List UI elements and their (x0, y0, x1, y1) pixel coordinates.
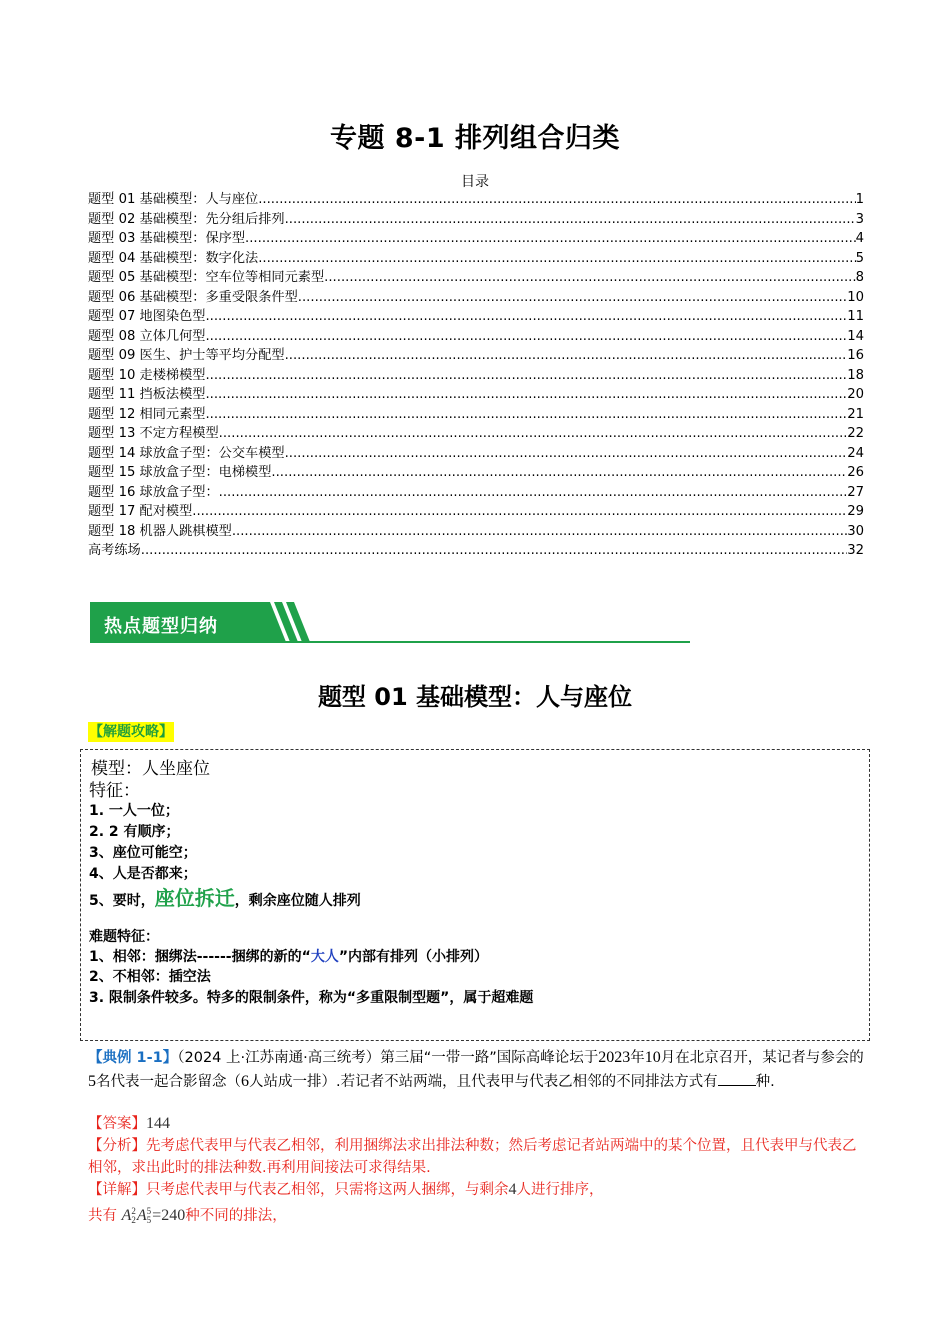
toc-item-label: 题型 18 机器人跳棋模型 (88, 523, 232, 539)
toc-item[interactable] (88, 229, 864, 249)
toc-leader-dots (285, 210, 856, 230)
example-text: 种. (755, 1074, 775, 1090)
feature-5-highlight: 座位拆迁 (154, 886, 235, 910)
example-year: 2023 (598, 1049, 631, 1066)
detail-formula-line (88, 1205, 868, 1227)
banner-label: 热点题型归纳 (104, 616, 218, 637)
hard-heading: 难题特征： (89, 929, 159, 945)
section-title: 题型 01 基础模型：人与座位 (317, 683, 633, 711)
toc-leader-dots (298, 288, 847, 308)
toc-item-label: 题型 04 基础模型：数字化法 (88, 250, 259, 266)
toc-item-label: 题型 03 基础模型：保序型 (88, 231, 246, 246)
toc-item-label: 题型 11 挡板法模型 (88, 387, 206, 402)
detail-line (88, 1179, 868, 1201)
toc-item[interactable] (88, 346, 864, 366)
toc-item-page: 8 (855, 270, 864, 285)
toc-heading: 目录 (461, 174, 489, 190)
toc-item[interactable] (88, 385, 864, 405)
toc-item[interactable] (88, 288, 864, 308)
toc-item[interactable] (88, 327, 864, 347)
toc-leader-dots (232, 522, 847, 542)
toc-item-page: 21 (847, 406, 864, 422)
toc-item[interactable] (88, 463, 864, 483)
toc-item-page: 16 (847, 348, 864, 363)
formula-sub: 5 (146, 1215, 152, 1226)
toc-item-label: 题型 10 走楼梯模型 (88, 367, 206, 383)
formula-sup: 5 (146, 1206, 152, 1217)
toc-item-page: 4 (855, 231, 864, 246)
features-heading: 特征： (89, 781, 140, 801)
formula (122, 1207, 186, 1224)
example-month: 10 (644, 1049, 661, 1066)
toc-item-label: 题型 12 相同元素型 (88, 406, 206, 422)
detail-text: 人进行排序， (516, 1182, 604, 1198)
toc-item-label: 高考练场 (88, 543, 141, 558)
answer-blank (718, 1071, 756, 1086)
toc-item-page: 1 (855, 192, 864, 207)
toc-leader-dots (205, 366, 847, 386)
detail-suffix: 种不同的排法， (185, 1208, 287, 1224)
hard-1 (89, 946, 488, 966)
formula-result: =240 (152, 1207, 186, 1224)
toc-leader-dots (245, 229, 856, 249)
analysis-label: 【分析】 (88, 1138, 146, 1154)
feature-1: 1. 一人一位； (89, 803, 179, 819)
detail-text: 只考虑代表甲与代表乙相邻，只需将这两人捆绑，与剩余 (146, 1182, 509, 1198)
toc-leader-dots (219, 424, 848, 444)
toc-item[interactable] (88, 190, 864, 210)
toc-item[interactable] (88, 307, 864, 327)
toc-leader-dots (205, 385, 847, 405)
toc-leader-dots (285, 444, 848, 464)
table-of-contents (88, 190, 864, 561)
toc-item[interactable] (88, 268, 864, 288)
example-label: 【典例 1-1】 (88, 1050, 178, 1066)
toc-item-page: 27 (847, 484, 864, 500)
toc-item-label: 题型 16 球放盒子型： (88, 484, 219, 500)
analysis-text: 先考虑代表甲与代表乙相邻，利用捆绑法求出排法种数；然后考虑记者站两端中的某个位置，且代表甲与代表乙相邻，求出此时的排法种数.再利用间接法可求得结果. (88, 1138, 857, 1176)
toc-item-page: 10 (847, 289, 864, 305)
answer-label: 【答案】 (88, 1116, 146, 1132)
example-text: 年 (630, 1050, 645, 1066)
hard-1-prefix: 1、相邻：捆绑法------捆绑的新的“ (89, 949, 311, 965)
feature-5-prefix: 5、要时， (89, 893, 155, 909)
toc-item[interactable] (88, 249, 864, 269)
toc-item[interactable] (88, 444, 864, 464)
toc-item-label: 题型 13 不定方程模型 (88, 426, 219, 441)
toc-item[interactable] (88, 483, 864, 503)
detail-number: 4 (508, 1181, 517, 1198)
feature-5 (89, 882, 361, 911)
toc-item-label: 题型 14 球放盒子型：公交车模型 (88, 445, 285, 461)
toc-item-label: 题型 07 地图染色型 (88, 309, 206, 324)
toc-item-page: 14 (847, 328, 864, 344)
toc-item[interactable] (88, 424, 864, 444)
feature-3: 3、座位可能空； (89, 845, 197, 861)
toc-leader-dots (258, 190, 855, 210)
feature-5-suffix: ，剩余座位随人排列 (234, 893, 361, 909)
toc-leader-dots (258, 249, 855, 269)
section-banner (90, 600, 690, 644)
toc-item-label: 题型 05 基础模型：空车位等相同元素型 (88, 270, 325, 285)
toc-item[interactable] (88, 366, 864, 386)
example-text: （2024 上·江苏南通·高三统考）第三届“一带一路”国际高峰论坛于 (177, 1050, 599, 1066)
strategy-box (80, 749, 870, 1041)
toc-item-label: 题型 15 球放盒子型：电梯模型 (88, 465, 272, 480)
detail-prefix: 共有 (88, 1208, 117, 1224)
model-line: 模型：人坐座位 (91, 759, 210, 779)
toc-item-label: 题型 01 基础模型：人与座位 (88, 192, 259, 207)
formula-a: A (121, 1207, 132, 1224)
hard-1-highlight: 大人 (310, 949, 339, 965)
answer-value: 144 (146, 1115, 170, 1132)
feature-4: 4、人是否都来； (89, 866, 197, 882)
toc-item[interactable] (88, 405, 864, 425)
toc-item-page: 18 (847, 367, 864, 383)
toc-item-label: 题型 08 立体几何型 (88, 328, 206, 344)
toc-leader-dots (205, 405, 847, 425)
toc-item-page: 5 (855, 250, 864, 266)
example-text: 月在北京召开，某记者与参会的 (660, 1050, 864, 1066)
toc-item[interactable] (88, 502, 864, 522)
toc-leader-dots (205, 307, 847, 327)
hard-1-suffix: ”内部有排列（小排列） (338, 949, 489, 965)
toc-leader-dots (141, 541, 847, 561)
toc-item-page: 22 (847, 426, 864, 441)
formula-sup: 2 (131, 1206, 136, 1217)
toc-item-page: 20 (847, 387, 864, 402)
toc-item-page: 11 (847, 309, 864, 324)
toc-item-label: 题型 06 基础模型：多重受限条件型 (88, 289, 298, 305)
example-text: 人站成一排）.若记者不站两端，且代表甲与代表乙相邻的不同排法方式有 (249, 1074, 718, 1090)
example-text: 名代表一起合影留念（ (96, 1074, 241, 1090)
toc-leader-dots (192, 502, 847, 522)
strategy-tag: 【解题攻略】 (89, 724, 173, 740)
analysis-line (88, 1135, 868, 1179)
example-number: 5 (88, 1073, 96, 1090)
toc-item[interactable] (88, 210, 864, 230)
toc-leader-dots (271, 463, 847, 483)
toc-item-label: 题型 17 配对模型 (88, 504, 193, 519)
toc-item-page: 29 (847, 504, 864, 519)
toc-leader-dots (219, 483, 848, 503)
page-title: 专题 8-1 排列组合归类 (329, 123, 621, 154)
toc-item-page: 32 (847, 543, 864, 558)
toc-leader-dots (205, 327, 847, 347)
toc-item-label: 题型 09 医生、护士等平均分配型 (88, 348, 285, 363)
toc-item[interactable] (88, 522, 864, 542)
feature-2: 2. 2 有顺序； (89, 824, 180, 840)
solution (88, 1113, 868, 1227)
toc-item-page: 30 (847, 523, 864, 539)
toc-leader-dots (324, 268, 855, 288)
toc-item-label: 题型 02 基础模型：先分组后排列 (88, 211, 285, 227)
toc-item[interactable] (88, 541, 864, 561)
toc-item-page: 24 (847, 445, 864, 461)
toc-leader-dots (285, 346, 848, 366)
hard-2: 2、不相邻：插空法 (89, 969, 211, 985)
formula-a: A (136, 1207, 147, 1224)
toc-item-page: 26 (847, 465, 864, 480)
example-1-1 (88, 1046, 868, 1094)
hard-3: 3. 限制条件较多。特多的限制条件，称为“多重限制型题”，属于超难题 (89, 990, 534, 1006)
toc-item-page: 3 (855, 211, 864, 227)
answer-line (88, 1113, 868, 1135)
detail-label: 【详解】 (88, 1182, 146, 1198)
formula-sub: 2 (131, 1215, 136, 1226)
example-number: 6 (241, 1073, 249, 1090)
